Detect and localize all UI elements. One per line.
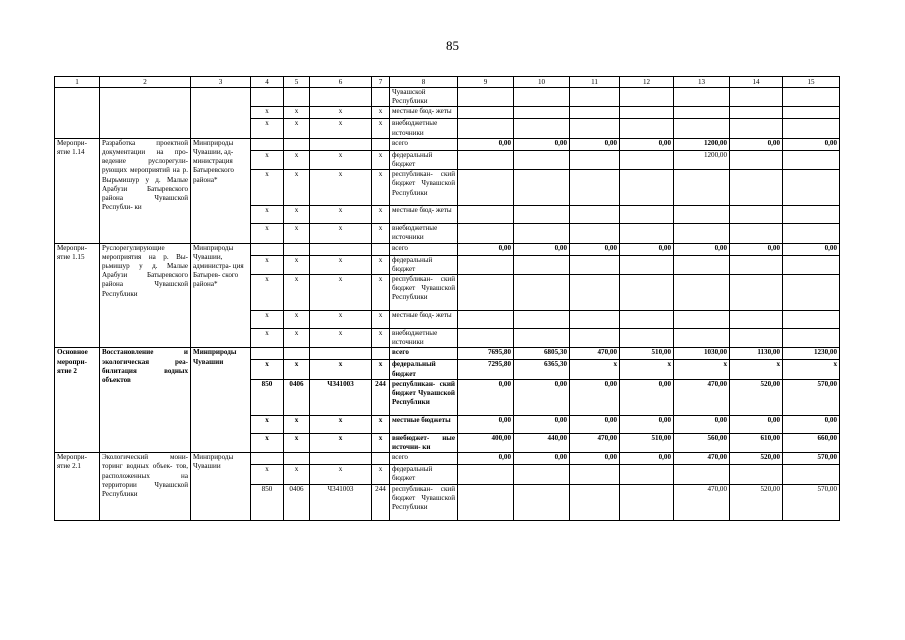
column-header: 11 [570,77,620,88]
table-cell-c7: x [372,170,390,206]
table-cell-c9 [458,255,514,274]
table-row [55,88,840,107]
table-cell-c15 [783,255,840,274]
table-cell-c10 [514,255,570,274]
table-cell-c3: Минприроды Чувашии, ад- министрация Батыревского района* [191,138,251,243]
table-cell-c10: 0,00 [514,138,570,150]
table-cell-c12 [620,150,674,169]
table-cell-c10: 6365,30 [514,360,570,379]
table-cell-c13 [674,311,730,329]
table-cell-c8: Чувашской Республики [390,88,458,107]
table-cell-c4: x [251,150,284,169]
table-cell-c13 [674,224,730,243]
table-cell-c12 [620,329,674,348]
table-cell-c14 [730,107,783,119]
table-cell-c8: всего [390,138,458,150]
table-cell-c5 [284,348,310,360]
table-cell-c10 [514,311,570,329]
table-cell-c6: x [310,465,372,484]
table-cell-c7: 244 [372,379,390,415]
column-header: 2 [100,77,191,88]
table-cell-c7: x [372,224,390,243]
table-cell-c6 [310,88,372,107]
table-cell-c15: 570,00 [783,484,840,520]
table-cell-c8: местные бюд- жеты [390,311,458,329]
table-cell-c13 [674,329,730,348]
table-cell-c11 [570,465,620,484]
table-cell-c9 [458,150,514,169]
table-cell-c8: федеральный бюджет [390,360,458,379]
table-cell-c15: 570,00 [783,379,840,415]
table-cell-c6: Ч341003 [310,379,372,415]
table-cell-c5 [284,138,310,150]
table-cell-c7 [372,88,390,107]
column-header: 3 [191,77,251,88]
table-cell-c4: 850 [251,484,284,520]
table-cell-c6: Ч341003 [310,484,372,520]
table-cell-c11: 0,00 [570,379,620,415]
table-cell-c12 [620,170,674,206]
table-cell-c7 [372,138,390,150]
table-cell-c13: 470,00 [674,379,730,415]
table-cell-c14: 0,00 [730,415,783,433]
table-cell-c8: республикан- ский бюджет Чувашской Республики [390,484,458,520]
table-cell-c12 [620,88,674,107]
table-cell-c4 [251,453,284,465]
column-header: 14 [730,77,783,88]
table-cell-c9 [458,329,514,348]
table-cell-c4 [251,88,284,107]
table-cell-c15: 0,00 [783,138,840,150]
table-cell-c8: всего [390,453,458,465]
table-cell-c10 [514,150,570,169]
table-cell-c5 [284,88,310,107]
table-cell-c5: x [284,275,310,311]
table-cell-c9 [458,119,514,138]
table-cell-c12 [620,107,674,119]
table-cell-c4: x [251,107,284,119]
table-cell-c9 [458,170,514,206]
table-cell-c4: x [251,119,284,138]
table-cell-c5: x [284,465,310,484]
table-cell-c2 [100,88,191,139]
table-cell-c11: 0,00 [570,243,620,255]
table-cell-c10 [514,88,570,107]
table-cell-c6: x [310,119,372,138]
table-cell-c12 [620,465,674,484]
table-cell-c6: x [310,224,372,243]
table-cell-c8: местные бюджеты [390,415,458,433]
table-header-row [55,77,840,88]
table-cell-c5: x [284,311,310,329]
column-header: 13 [674,77,730,88]
table-cell-c11: 0,00 [570,415,620,433]
table-cell-c4 [251,348,284,360]
table-cell-c14: 520,00 [730,379,783,415]
table-cell-c15: x [783,360,840,379]
table-cell-c4 [251,138,284,150]
table-cell-c2: Разработка проектной документации на про- ведение руслорегули- рующих мероприятий на р. Вырьмишур у д. Малые Арабузи Батыревского района Чувашской Республи- ки [100,138,191,243]
table-cell-c9: 0,00 [458,243,514,255]
table-cell-c12: 0,00 [620,379,674,415]
table-cell-c8: внебюджетные источники [390,329,458,348]
table-cell-c10 [514,329,570,348]
table-cell-c13: 0,00 [674,243,730,255]
table-cell-c8: федеральный бюджет [390,465,458,484]
table-cell-c8: федеральный бюджет [390,255,458,274]
table-cell-c9: 0,00 [458,453,514,465]
table-cell-c10 [514,224,570,243]
table-cell-c11 [570,329,620,348]
table-cell-c5: x [284,119,310,138]
table-row [55,243,840,255]
table-cell-c7: x [372,329,390,348]
table-cell-c12: 0,00 [620,243,674,255]
table-cell-c14: 0,00 [730,243,783,255]
table-cell-c7: x [372,360,390,379]
table-cell-c13: 1200,00 [674,150,730,169]
table-cell-c4: x [251,170,284,206]
table-cell-c3: Минприроды Чувашии, администра- ция Батырев- ского района* [191,243,251,348]
table-row [55,453,840,465]
table-cell-c9 [458,311,514,329]
table-cell-c8: всего [390,243,458,255]
table-cell-c12: 0,00 [620,138,674,150]
table-cell-c6 [310,243,372,255]
table-cell-c7 [372,243,390,255]
table-cell-c10: 0,00 [514,415,570,433]
column-header: 9 [458,77,514,88]
table-cell-c11 [570,255,620,274]
table-cell-c4: x [251,360,284,379]
column-header: 6 [310,77,372,88]
table-cell-c5: x [284,170,310,206]
table-cell-c11: x [570,360,620,379]
table-cell-c12 [620,224,674,243]
table-cell-c12 [620,484,674,520]
table-cell-c8: внебюджетные источники [390,224,458,243]
table-cell-c10 [514,484,570,520]
table-cell-c12: 510,00 [620,348,674,360]
table-cell-c9 [458,275,514,311]
table-cell-c13: 1200,00 [674,138,730,150]
table-cell-c6: x [310,415,372,433]
table-cell-c4: x [251,311,284,329]
table-cell-c6: x [310,275,372,311]
table-cell-c10 [514,206,570,224]
table-cell-c14 [730,255,783,274]
table-cell-c7 [372,453,390,465]
table-cell-c6 [310,138,372,150]
table-cell-c8: местные бюд- жеты [390,206,458,224]
table-cell-c12 [620,255,674,274]
table-cell-c15 [783,206,840,224]
table-cell-c6: x [310,150,372,169]
table-cell-c15: 570,00 [783,453,840,465]
table-cell-c14 [730,275,783,311]
table-cell-c8: республикан- ский бюджет Чувашской Республики [390,379,458,415]
table-cell-c4: x [251,255,284,274]
table-cell-c8: республикан- ский бюджет Чувашской Республики [390,275,458,311]
table-cell-c13: 470,00 [674,484,730,520]
table-cell-c6: x [310,311,372,329]
table-cell-c15 [783,465,840,484]
table-cell-c10: 6805,30 [514,348,570,360]
table-cell-c12: 0,00 [620,453,674,465]
table-cell-c15 [783,224,840,243]
table-cell-c15 [783,88,840,107]
table-cell-c8: местные бюд- жеты [390,107,458,119]
table-cell-c5 [284,243,310,255]
column-header: 10 [514,77,570,88]
table-cell-c6: x [310,360,372,379]
table-cell-c14 [730,170,783,206]
table-cell-c12 [620,119,674,138]
table-cell-c8: республикан- ский бюджет Чувашской Республики [390,170,458,206]
table-cell-c2: Восстановление и экологическая реа- билитация водных объектов [100,348,191,453]
table-cell-c9 [458,224,514,243]
table-cell-c5: x [284,224,310,243]
table-cell-c2: Экологический мони- торинг водных объек- тов, расположенных на территории Чувашской Республики [100,453,191,520]
table-cell-c6: x [310,255,372,274]
table-cell-c6 [310,453,372,465]
table-cell-c13: 0,00 [674,415,730,433]
table-cell-c5: x [284,329,310,348]
table-cell-c3: Минприроды Чувашии [191,453,251,520]
table-cell-c6 [310,348,372,360]
table-cell-c14: 0,00 [730,138,783,150]
column-header: 8 [390,77,458,88]
table-cell-c5: x [284,255,310,274]
table-cell-c13: 470,00 [674,453,730,465]
table-cell-c12: 510,00 [620,433,674,452]
table-cell-c11 [570,88,620,107]
table-cell-c1 [55,88,100,139]
table-cell-c9 [458,107,514,119]
table-cell-c5: 0406 [284,484,310,520]
table-cell-c15: 1230,00 [783,348,840,360]
table-cell-c3 [191,88,251,139]
table-cell-c7: x [372,415,390,433]
table-cell-c15: 0,00 [783,415,840,433]
table-cell-c14 [730,329,783,348]
table-cell-c1: Основное меропри- ятие 2 [55,348,100,453]
table-cell-c13 [674,107,730,119]
table-cell-c4: 850 [251,379,284,415]
table-cell-c11: 0,00 [570,453,620,465]
table-cell-c8: всего [390,348,458,360]
table-cell-c4: x [251,275,284,311]
table-cell-c14: 520,00 [730,453,783,465]
table-cell-c7: x [372,433,390,452]
column-header: 4 [251,77,284,88]
table-row [55,138,840,150]
table-cell-c5: x [284,433,310,452]
table-cell-c5: x [284,415,310,433]
table-cell-c11 [570,311,620,329]
table-cell-c14 [730,224,783,243]
table-cell-c11: 470,00 [570,348,620,360]
table-cell-c15: 0,00 [783,243,840,255]
table-cell-c13 [674,119,730,138]
table-cell-c9: 7695,80 [458,348,514,360]
table-cell-c5 [284,453,310,465]
column-header: 5 [284,77,310,88]
table-cell-c10: 0,00 [514,379,570,415]
table-cell-c13 [674,170,730,206]
table-cell-c13: x [674,360,730,379]
column-header: 15 [783,77,840,88]
table-cell-c7: x [372,275,390,311]
table-cell-c9: 7295,80 [458,360,514,379]
page-number: 85 [446,38,459,53]
table-cell-c5: x [284,107,310,119]
table-cell-c14: 1130,00 [730,348,783,360]
table-cell-c4: x [251,206,284,224]
table-cell-c7: x [372,465,390,484]
table-cell-c4: x [251,415,284,433]
table-cell-c6: x [310,433,372,452]
table-cell-c5: x [284,150,310,169]
table-cell-c1: Меропри- ятие 1.15 [55,243,100,348]
table-cell-c7: 244 [372,484,390,520]
table-cell-c11 [570,275,620,311]
table-cell-c7: x [372,311,390,329]
table-cell-c7: x [372,206,390,224]
table-cell-c13 [674,255,730,274]
table-cell-c4: x [251,329,284,348]
table-cell-c4: x [251,465,284,484]
table-cell-c13: 560,00 [674,433,730,452]
table-cell-c9: 0,00 [458,415,514,433]
table-cell-c9 [458,484,514,520]
table-cell-c11 [570,224,620,243]
table-cell-c12 [620,275,674,311]
table-cell-c6: x [310,329,372,348]
table-cell-c5: x [284,206,310,224]
table-cell-c12 [620,206,674,224]
table-cell-c1: Меропри- ятие 2.1 [55,453,100,520]
table-cell-c2: Руслорегулирующие мероприятия на р. Вы- рьмишур у д. Малые Арабузи Батыревского района Чувашской Республики [100,243,191,348]
table-cell-c10 [514,275,570,311]
table-cell-c4: x [251,433,284,452]
table-cell-c14 [730,206,783,224]
column-header: 7 [372,77,390,88]
table-cell-c13 [674,88,730,107]
table-cell-c15 [783,311,840,329]
table-cell-c8: федеральный бюджет [390,150,458,169]
table-cell-c14: 520,00 [730,484,783,520]
table-cell-c9: 0,00 [458,379,514,415]
table-cell-c14 [730,119,783,138]
table-cell-c4: x [251,224,284,243]
table-cell-c10: 0,00 [514,453,570,465]
table-cell-c15 [783,107,840,119]
table-cell-c13 [674,465,730,484]
table-cell-c6: x [310,170,372,206]
table-cell-c11: 470,00 [570,433,620,452]
table-cell-c11 [570,119,620,138]
table-cell-c11: 0,00 [570,138,620,150]
table-cell-c5: x [284,360,310,379]
table-cell-c13 [674,275,730,311]
table-cell-c12: x [620,360,674,379]
table-cell-c3: Минприроды Чувашии [191,348,251,453]
table-cell-c10 [514,119,570,138]
table-row [55,348,840,360]
table-cell-c9 [458,206,514,224]
table-cell-c13 [674,206,730,224]
table-cell-c9: 400,00 [458,433,514,452]
table-cell-c15 [783,170,840,206]
table-cell-c11 [570,206,620,224]
table-cell-c1: Меропри- ятие 1.14 [55,138,100,243]
table-cell-c12: 0,00 [620,415,674,433]
column-header: 1 [55,77,100,88]
table-cell-c10 [514,465,570,484]
table-cell-c11 [570,484,620,520]
table-cell-c12 [620,311,674,329]
table-cell-c13: 1030,00 [674,348,730,360]
budget-table [54,76,840,521]
table-cell-c10 [514,107,570,119]
table-cell-c10 [514,170,570,206]
table-cell-c9: 0,00 [458,138,514,150]
table-cell-c14: 610,00 [730,433,783,452]
table-cell-c7 [372,348,390,360]
table-cell-c14 [730,150,783,169]
table-cell-c15 [783,329,840,348]
table-cell-c15 [783,150,840,169]
table-cell-c14 [730,465,783,484]
table-cell-c15: 660,00 [783,433,840,452]
table-cell-c14: x [730,360,783,379]
table-cell-c14 [730,88,783,107]
table-cell-c10: 440,00 [514,433,570,452]
table-cell-c7: x [372,255,390,274]
table-cell-c11 [570,107,620,119]
column-header: 12 [620,77,674,88]
table-cell-c9 [458,88,514,107]
table-cell-c4 [251,243,284,255]
table-cell-c6: x [310,206,372,224]
table-cell-c11 [570,170,620,206]
table-cell-c9 [458,465,514,484]
table-cell-c7: x [372,107,390,119]
table-cell-c6: x [310,107,372,119]
table-cell-c5: 0406 [284,379,310,415]
table-cell-c7: x [372,119,390,138]
table-cell-c14 [730,311,783,329]
table-cell-c15 [783,275,840,311]
table-cell-c10: 0,00 [514,243,570,255]
table-cell-c7: x [372,150,390,169]
table-cell-c15 [783,119,840,138]
table-cell-c11 [570,150,620,169]
table-cell-c8: внебюджетные источники [390,119,458,138]
table-cell-c8: внебюджет- ные источни- ки [390,433,458,452]
